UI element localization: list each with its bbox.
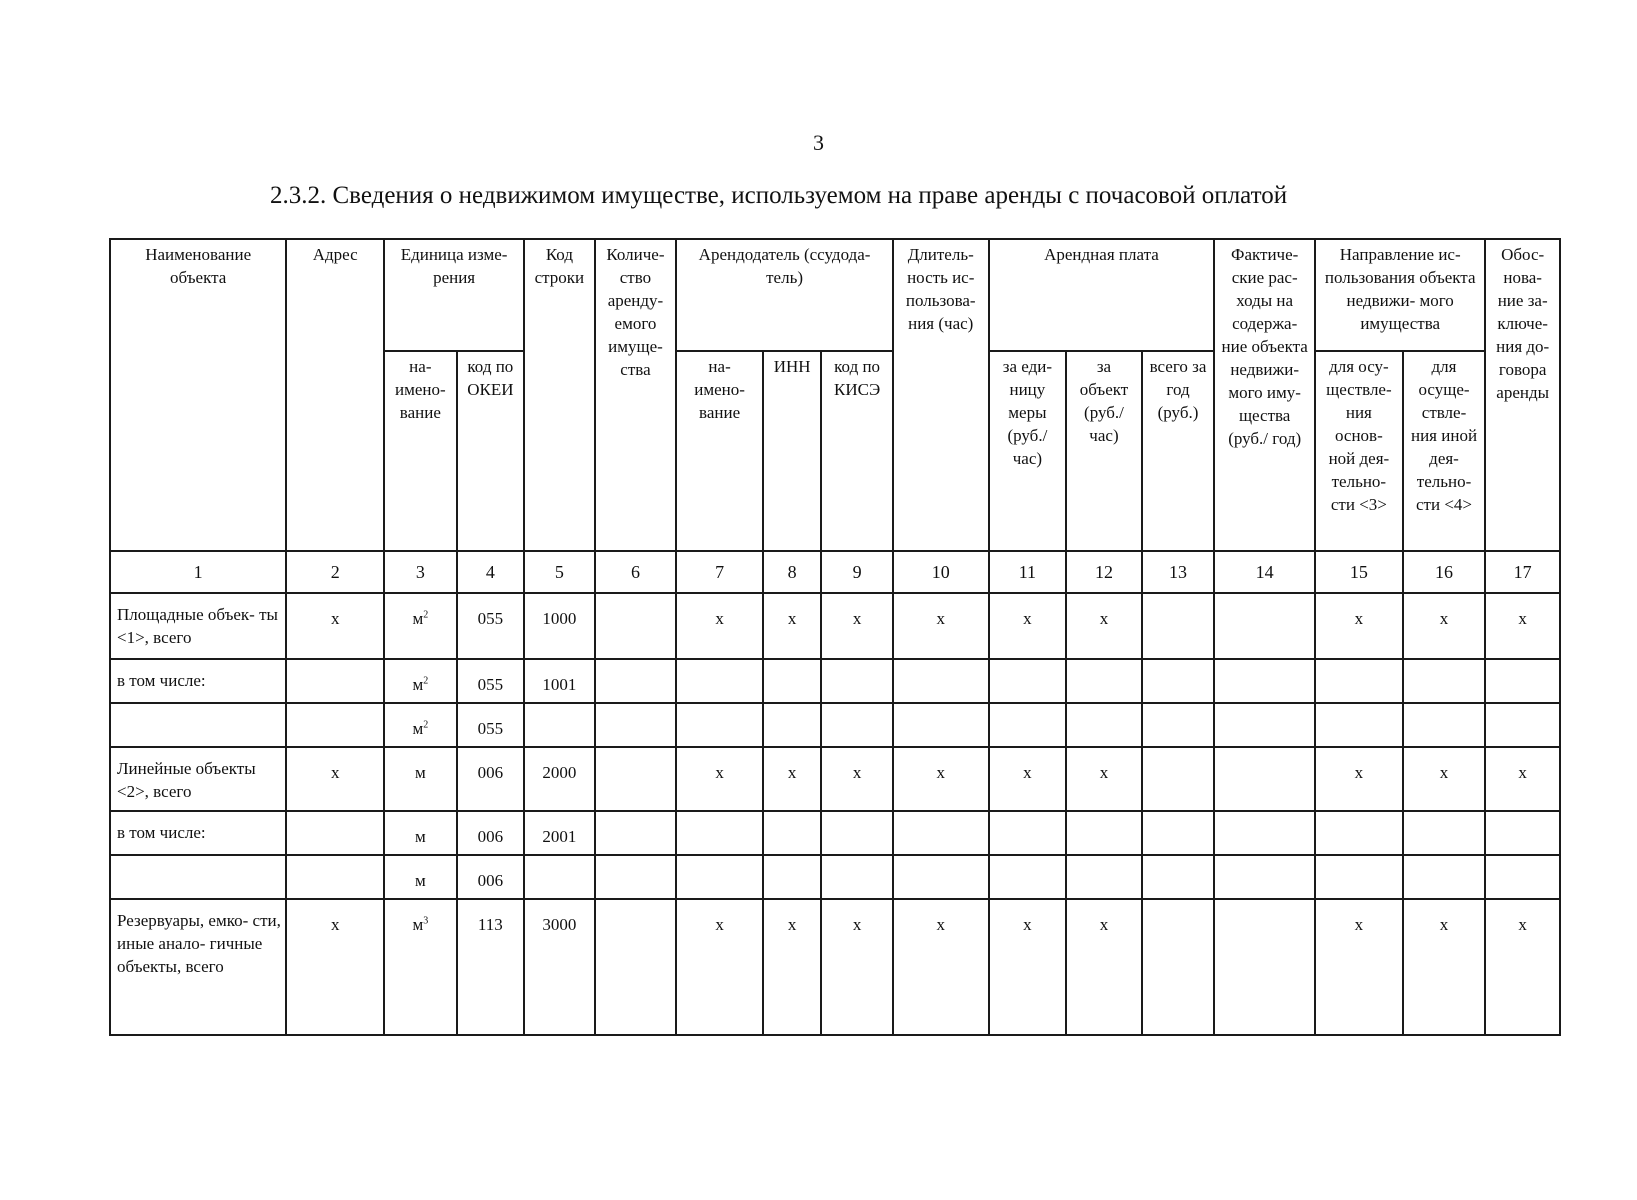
header-lessor-name: на- имено- вание: [676, 351, 763, 551]
row-kise-code: x: [821, 593, 893, 659]
column-number: 14: [1214, 551, 1315, 593]
row-unit-name: [384, 899, 457, 1035]
header-actual-costs: Фактиче- ские рас- ходы на содержа- ние объекта недвижи- мого иму- щества (руб./ год): [1214, 239, 1315, 551]
row-rent-per-object: [1066, 811, 1142, 855]
rent-table: [109, 238, 1561, 1036]
row-direction-other: x: [1403, 747, 1486, 811]
row-actual-costs: [1214, 659, 1315, 703]
row-line-code: 2001: [524, 811, 595, 855]
row-kise-code: [821, 811, 893, 855]
header-direction-other: для осуще- ствле- ния иной дея- тельно- сти <4>: [1403, 351, 1486, 551]
header-lessor-kise: код по КИСЭ: [821, 351, 893, 551]
column-number: 17: [1485, 551, 1560, 593]
header-address: Адрес: [286, 239, 384, 551]
row-rent-per-unit: x: [989, 593, 1067, 659]
page-title: 2.3.2. Сведения о недвижимом имуществе, используемом на праве аренды с почасовой оплатой: [270, 182, 1288, 209]
row-lessor-name: x: [676, 899, 763, 1035]
row-okei-code: 006: [457, 811, 525, 855]
row-object-name: Линейные объекты <2>, всего: [110, 747, 286, 811]
row-direction-main: [1315, 659, 1403, 703]
row-quantity: [595, 703, 677, 747]
row-lessor-name: [676, 659, 763, 703]
row-inn: [763, 703, 821, 747]
row-direction-main: x: [1315, 747, 1403, 811]
column-number: 7: [676, 551, 763, 593]
row-quantity: [595, 659, 677, 703]
row-rent-year: [1142, 703, 1215, 747]
row-justification: [1485, 703, 1560, 747]
row-rent-per-object: [1066, 703, 1142, 747]
row-duration: x: [893, 747, 989, 811]
row-lessor-name: [676, 855, 763, 899]
header-lessor-inn: ИНН: [763, 351, 821, 551]
table-row: [110, 659, 1560, 703]
row-object-name: [110, 703, 286, 747]
row-rent-year: [1142, 747, 1215, 811]
row-justification: x: [1485, 899, 1560, 1035]
row-address: [286, 811, 384, 855]
row-justification: [1485, 855, 1560, 899]
row-rent-per-object: [1066, 659, 1142, 703]
row-rent-per-unit: [989, 855, 1067, 899]
unit-exponent: 3: [423, 915, 429, 927]
row-quantity: [595, 855, 677, 899]
unit-exponent: 2: [423, 719, 429, 731]
unit-base: м: [414, 871, 426, 890]
table-row: [110, 747, 1560, 811]
column-number: 11: [989, 551, 1067, 593]
row-line-code: [524, 855, 595, 899]
column-number: 13: [1142, 551, 1215, 593]
header-unit-okei: код по ОКЕИ: [457, 351, 525, 551]
row-direction-main: x: [1315, 899, 1403, 1035]
row-line-code: 1001: [524, 659, 595, 703]
unit-base: м: [412, 609, 424, 628]
row-lessor-name: [676, 811, 763, 855]
row-rent-year: [1142, 811, 1215, 855]
table-row: [110, 811, 1560, 855]
row-address: x: [286, 899, 384, 1035]
row-unit-name: [384, 811, 457, 855]
unit-exponent: 2: [423, 675, 429, 687]
column-number: 8: [763, 551, 821, 593]
column-number: 5: [524, 551, 595, 593]
row-actual-costs: [1214, 703, 1315, 747]
row-direction-main: x: [1315, 593, 1403, 659]
row-direction-other: [1403, 811, 1486, 855]
row-okei-code: 055: [457, 703, 525, 747]
unit-exponent: 2: [423, 609, 429, 621]
row-rent-year: [1142, 659, 1215, 703]
row-object-name: [110, 855, 286, 899]
header-object-name: Наименование объекта: [110, 239, 286, 551]
header-line-code: Код строки: [524, 239, 595, 551]
row-direction-other: [1403, 855, 1486, 899]
row-inn: x: [763, 899, 821, 1035]
header-rent-total-year: всего за год (руб.): [1142, 351, 1215, 551]
row-actual-costs: [1214, 811, 1315, 855]
row-direction-other: x: [1403, 593, 1486, 659]
column-number-row: [110, 551, 1560, 593]
unit-base: м: [412, 675, 424, 694]
row-line-code: 2000: [524, 747, 595, 811]
row-duration: [893, 703, 989, 747]
row-kise-code: [821, 703, 893, 747]
row-quantity: [595, 811, 677, 855]
header-lessor: Арендодатель (ссудода- тель): [676, 239, 893, 351]
row-lessor-name: [676, 703, 763, 747]
header-unit: Единица изме- рения: [384, 239, 524, 351]
row-unit-name: [384, 659, 457, 703]
page-number: 3: [813, 130, 824, 155]
column-number: 10: [893, 551, 989, 593]
row-direction-other: [1403, 659, 1486, 703]
row-actual-costs: [1214, 747, 1315, 811]
row-rent-per-unit: [989, 659, 1067, 703]
row-object-name: Резервуары, емко- сти, иные анало- гичные объекты, всего: [110, 899, 286, 1035]
row-okei-code: 055: [457, 659, 525, 703]
column-number: 6: [595, 551, 677, 593]
row-okei-code: 006: [457, 855, 525, 899]
column-number: 9: [821, 551, 893, 593]
row-actual-costs: [1214, 855, 1315, 899]
table-row: [110, 703, 1560, 747]
row-rent-per-object: x: [1066, 899, 1142, 1035]
row-duration: x: [893, 899, 989, 1035]
row-kise-code: [821, 659, 893, 703]
header-quantity: Количе- ство аренду- емого имуще- ства: [595, 239, 677, 551]
unit-base: м: [412, 719, 424, 738]
row-rent-per-unit: x: [989, 747, 1067, 811]
row-lessor-name: x: [676, 593, 763, 659]
row-object-name: в том числе:: [110, 659, 286, 703]
row-inn: x: [763, 747, 821, 811]
row-justification: x: [1485, 593, 1560, 659]
row-quantity: [595, 899, 677, 1035]
row-address: [286, 855, 384, 899]
row-lessor-name: x: [676, 747, 763, 811]
row-quantity: [595, 747, 677, 811]
header-rent: Арендная плата: [989, 239, 1215, 351]
row-line-code: [524, 703, 595, 747]
row-direction-main: [1315, 703, 1403, 747]
column-number: 12: [1066, 551, 1142, 593]
row-inn: x: [763, 593, 821, 659]
row-inn: [763, 855, 821, 899]
row-direction-other: x: [1403, 899, 1486, 1035]
header-duration: Длитель- ность ис- пользова- ния (час): [893, 239, 989, 551]
header-direction-main: для осу- ществле- ния основ- ной дея- тельно- сти <3>: [1315, 351, 1403, 551]
row-address: [286, 703, 384, 747]
row-rent-per-object: [1066, 855, 1142, 899]
table-row: [110, 593, 1560, 659]
row-actual-costs: [1214, 899, 1315, 1035]
row-okei-code: 055: [457, 593, 525, 659]
row-okei-code: 006: [457, 747, 525, 811]
row-duration: [893, 659, 989, 703]
header-justification: Обос- нова- ние за- ключе- ния до- говора аренды: [1485, 239, 1560, 551]
header-rent-per-unit: за еди- ницу меры (руб./ час): [989, 351, 1067, 551]
row-rent-per-object: x: [1066, 747, 1142, 811]
row-duration: [893, 855, 989, 899]
column-number: 2: [286, 551, 384, 593]
row-duration: [893, 811, 989, 855]
row-inn: [763, 811, 821, 855]
row-direction-other: [1403, 703, 1486, 747]
row-justification: [1485, 659, 1560, 703]
header-unit-name: на- имено- вание: [384, 351, 457, 551]
table-row: [110, 899, 1560, 1035]
table-row: [110, 855, 1560, 899]
header-direction: Направление ис- пользования объекта недвижи- мого имущества: [1315, 239, 1485, 351]
column-number: 16: [1403, 551, 1486, 593]
column-number: 15: [1315, 551, 1403, 593]
unit-base: м: [412, 915, 424, 934]
row-rent-year: [1142, 593, 1215, 659]
row-rent-per-unit: [989, 703, 1067, 747]
row-unit-name: [384, 747, 457, 811]
row-actual-costs: [1214, 593, 1315, 659]
unit-base: м: [414, 827, 426, 846]
row-justification: [1485, 811, 1560, 855]
row-object-name: в том числе:: [110, 811, 286, 855]
row-justification: x: [1485, 747, 1560, 811]
row-kise-code: x: [821, 747, 893, 811]
row-quantity: [595, 593, 677, 659]
header-rent-per-object: за объект (руб./ час): [1066, 351, 1142, 551]
column-number: 1: [110, 551, 286, 593]
row-kise-code: x: [821, 899, 893, 1035]
row-okei-code: 113: [457, 899, 525, 1035]
row-line-code: 3000: [524, 899, 595, 1035]
row-address: [286, 659, 384, 703]
row-rent-per-unit: [989, 811, 1067, 855]
row-rent-year: [1142, 899, 1215, 1035]
unit-base: м: [414, 763, 426, 782]
row-address: x: [286, 593, 384, 659]
row-rent-per-object: x: [1066, 593, 1142, 659]
row-rent-year: [1142, 855, 1215, 899]
row-line-code: 1000: [524, 593, 595, 659]
row-unit-name: [384, 593, 457, 659]
row-duration: x: [893, 593, 989, 659]
row-direction-main: [1315, 811, 1403, 855]
row-object-name: Площадные объек- ты <1>, всего: [110, 593, 286, 659]
row-rent-per-unit: x: [989, 899, 1067, 1035]
row-inn: [763, 659, 821, 703]
column-number: 3: [384, 551, 457, 593]
row-kise-code: [821, 855, 893, 899]
row-address: x: [286, 747, 384, 811]
row-unit-name: [384, 703, 457, 747]
header-row-1: [110, 239, 1560, 351]
column-number: 4: [457, 551, 525, 593]
row-unit-name: [384, 855, 457, 899]
row-direction-main: [1315, 855, 1403, 899]
